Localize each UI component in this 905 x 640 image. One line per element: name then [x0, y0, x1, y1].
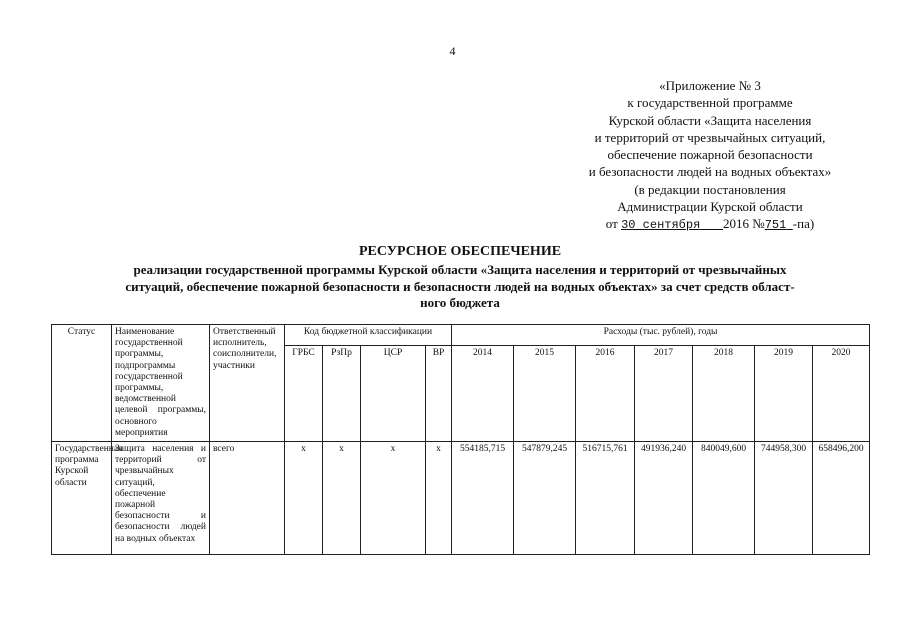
header-vr: ВР: [426, 346, 452, 442]
header-year: 2016: [576, 346, 635, 442]
header-status: Статус: [52, 325, 112, 442]
header-expenses: Расходы (тыс. рублей), годы: [452, 325, 870, 346]
page-number: 4: [449, 44, 456, 58]
header-year: 2017: [635, 346, 693, 442]
appendix-date-line: [560, 215, 860, 234]
date-underline-gap: [700, 216, 723, 231]
row-csr: x: [361, 442, 426, 555]
header-year: 2019: [755, 346, 813, 442]
header-year: 2015: [514, 346, 576, 442]
appendix-line: и территорий от чрезвычайных ситуаций,: [594, 129, 826, 145]
title-line: ситуаций, обеспечение пожарной безопасности и безопасности людей на водных объектах» за счет средств област-: [125, 278, 795, 294]
header-name: Наименование государственной программы, подпрограммы государственной программы, ведомственной целевой программы, основного мероприятия: [112, 325, 210, 442]
header-csr: ЦСР: [361, 346, 426, 442]
resolution-number: 751: [764, 218, 787, 233]
header-executor: Ответственный исполнитель, соисполнители, участники: [210, 325, 285, 442]
appendix-line: к государственной программе: [627, 95, 793, 111]
row-name: Защита населения и территорий от чрезвычайных ситуаций, обеспечение пожарной безопасности и безопасности людей на водных объектах: [112, 442, 210, 555]
resolution-suffix: -па): [792, 216, 815, 232]
resolution-date: 30 сентября: [621, 218, 701, 233]
appendix-line: Курской области «Защита населения: [608, 112, 812, 128]
header-budget-code: Код бюджетной классификации: [285, 325, 452, 346]
appendix-block: [560, 77, 860, 235]
appendix-line: (в редакции постановления: [634, 181, 786, 197]
resource-table: [51, 324, 870, 555]
appendix-line: и безопасности людей на водных объектах»: [588, 164, 832, 180]
title-line: ного бюджета: [420, 295, 500, 311]
document-title: [70, 244, 850, 312]
title-line: реализации государственной программы Курской области «Защита населения и территорий от чрезвычайных: [133, 261, 787, 277]
header-year: 2014: [452, 346, 514, 442]
row-value: 840049,600: [693, 442, 755, 555]
header-rzpr: РзПр: [323, 346, 361, 442]
header-year: 2018: [693, 346, 755, 442]
header-year: 2020: [813, 346, 870, 442]
row-rzpr: x: [323, 442, 361, 555]
row-value: 491936,240: [635, 442, 693, 555]
row-value: 554185,715: [452, 442, 514, 555]
row-executor: всего: [210, 442, 285, 555]
row-value: 744958,300: [755, 442, 813, 555]
row-value: 516715,761: [576, 442, 635, 555]
date-prefix: от: [605, 216, 618, 232]
row-grbs: x: [285, 442, 323, 555]
table-row: [52, 442, 870, 555]
appendix-line: Администрации Курской области: [617, 199, 803, 215]
title-main: РЕСУРСНОЕ ОБЕСПЕЧЕНИЕ: [358, 244, 562, 259]
row-value: 658496,200: [813, 442, 870, 555]
appendix-line: обеспечение пожарной безопасности: [607, 147, 813, 163]
row-status: Государственная программа Курской области: [52, 442, 112, 555]
appendix-line: «Приложение № 3: [659, 78, 761, 93]
resolution-year-no: 2016 №: [723, 216, 765, 232]
row-value: 547879,245: [514, 442, 576, 555]
header-grbs: ГРБС: [285, 346, 323, 442]
row-vr: x: [426, 442, 452, 555]
